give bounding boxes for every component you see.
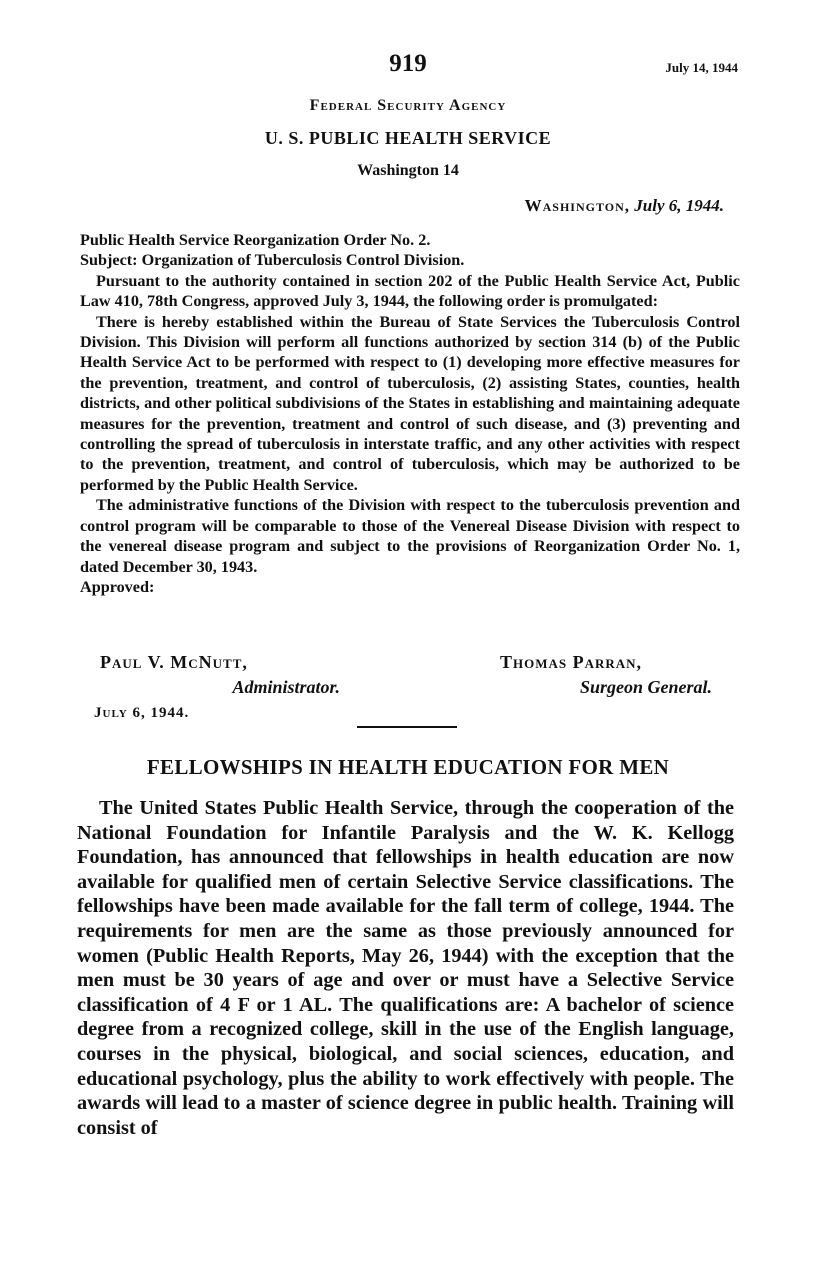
order-title: Public Health Service Reorganization Order No. 2. [80, 231, 431, 249]
order-paragraph: The administrative functions of the Division with respect to the tuberculosis prevention and control program will be comparable to those of the Venereal Disease Division with respect to the venereal disease program and subject to the provisions of Reorganization Order No. 1, dated December 30, 1943. [80, 496, 740, 576]
signature-block-surgeon-general [500, 650, 740, 700]
order-subject: Subject: Organization of Tuberculosis Control Division. [80, 251, 465, 270]
dateline-place: Washington, [524, 196, 631, 215]
approved-label: Approved: [80, 577, 155, 596]
issue-date: July 14, 1944 [665, 60, 738, 75]
signatory-title: Administrator. [232, 677, 340, 697]
page-number: 919 [389, 50, 427, 77]
dateline [525, 196, 724, 216]
service-name: U. S. PUBLIC HEALTH SERVICE [264, 128, 552, 148]
dateline-date: July 6, 1944. [634, 196, 724, 215]
article-heading: FELLOWSHIPS IN HEALTH EDUCATION FOR MEN [146, 755, 670, 779]
signature-block-administrator [100, 650, 360, 700]
signature-date: July 6, 1944. [94, 705, 190, 721]
order-paragraph: Pursuant to the authority contained in section 202 of the Public Health Service Act, Public Law 410, 78th Congress, approved July 3, 1944, the following order is promulgated: [80, 271, 740, 311]
order-paragraph: There is hereby established within the Bureau of State Services the Tuberculosis Control Division. This Division will perform all functions authorized by section 314 (b) of the Public Health Service Act to be performed with respect to (1) developing more effective measures for the prevention, treatment, and control of tuberculosis, (2) assisting States, counties, health districts, and other political subdivisions of the States in establishing and maintaining adequate measures for the prevention, treatment and control of such disease, and (3) preventing and controlling the spread of tuberculosis in interstate traffic, and any other activities with respect to the prevention, treatment, and control of tuberculosis, which may be authorized to be performed by the Public Health Service. [80, 312, 740, 494]
agency-name: Federal Security Agency [309, 97, 507, 114]
signatory-title: Surgeon General. [579, 677, 712, 697]
signatory-name: Thomas Parran, [500, 652, 643, 672]
reorganization-order [80, 230, 740, 597]
article-body [77, 796, 734, 1140]
signatory-name: Paul V. McNutt, [100, 652, 248, 672]
section-divider [357, 726, 457, 728]
letterhead-city: Washington 14 [357, 162, 459, 179]
article-paragraph: The United States Public Health Service, through the cooperation of the National Foundation for Infantile Paralysis and the W. K. Kellogg Foundation, has announced that fellowships in health education are now available for qualified men of certain Selective Service classifications. The fellowships have been made available for the fall term of college, 1944. The requirements for men are the same as those previously announced for women (Public Health Reports, May 26, 1944) with the exception that the men must be 30 years of age and over or must have a Selective Service classification of 4 F or 1 AL. The qualifications are: A bachelor of science degree from a recognized college, skill in the use of the English language, courses in the physical, biological, and social sciences, education, and educational psychology, plus the ability to work effectively with people. The awards will lead to a master of science degree in public health. Training will consist of [77, 797, 734, 1139]
